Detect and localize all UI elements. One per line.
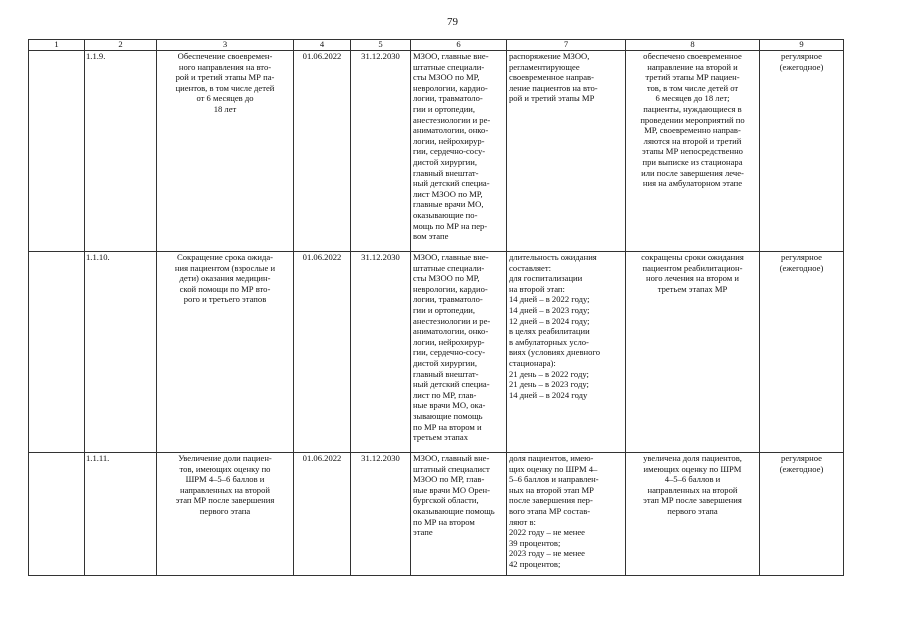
text-line: ный детский специа-	[413, 178, 490, 189]
text-line: регламентирующее	[509, 61, 580, 72]
text-line: 4–5–6 баллов и	[664, 474, 721, 485]
header-cell: 4	[294, 40, 351, 51]
text-line: ных на второй этап МР	[509, 484, 594, 495]
periodicity-cell	[760, 453, 844, 576]
responsible-cell	[411, 51, 507, 252]
text-line: аниматологии, онко-	[413, 125, 489, 136]
text-line: тов, в том числе детей от	[646, 82, 739, 93]
text-line: или после завершения лече-	[641, 167, 744, 178]
responsible-cell	[411, 252, 507, 453]
text-line: неврологии, кардио-	[413, 82, 488, 93]
text-line: щих оценку по ШРМ 4–	[509, 463, 598, 474]
text-line: ния пациентом (взрослые и	[174, 262, 276, 273]
text-line: длительность ожидания	[509, 252, 597, 262]
text-line: по МР на втором	[413, 516, 475, 527]
text-line: ного лечения на втором и	[646, 273, 739, 284]
text-line: этапы МР непосредственно	[642, 146, 743, 157]
table-row	[29, 252, 844, 453]
indicator-cell	[507, 51, 626, 252]
text-line: штатные специали-	[413, 61, 485, 72]
text-line: проведении мероприятий по	[640, 114, 745, 125]
text-line: зывающие помощь	[413, 410, 483, 421]
item-number: 1.1.10.	[85, 252, 157, 453]
periodicity-cell	[760, 252, 844, 453]
text-line: по МР на втором и	[413, 421, 482, 432]
text-line: регулярное	[781, 252, 822, 262]
text-line: первого этапа	[667, 505, 718, 516]
measure-cell	[157, 51, 294, 252]
text-line: дистой хирургии,	[413, 156, 478, 167]
text-line: МЗОО, главный вне-	[413, 453, 490, 463]
header-cell: 8	[626, 40, 760, 51]
text-line: главные врачи МО,	[413, 199, 484, 210]
text-line: бургской области,	[413, 495, 479, 506]
text-line: увеличена доля пациентов,	[643, 453, 742, 463]
text-line: после завершения пер-	[509, 495, 593, 506]
text-line: виях (условиях дневного	[509, 347, 601, 358]
empty-cell	[29, 453, 85, 576]
text-line: направленных на второй	[179, 484, 270, 495]
text-line: обеспечено своевременное	[643, 51, 742, 61]
text-line: регулярное	[781, 453, 822, 463]
text-line: МЗОО по МР, глав-	[413, 474, 485, 485]
text-line: неврологии, кардио-	[413, 283, 488, 294]
text-line: ШРМ 4–5–6 баллов и	[185, 474, 265, 485]
text-line: от 6 месяцев до	[196, 93, 254, 104]
text-line: гии, сердечно-сосу-	[413, 146, 486, 157]
text-line: анестезиологии и ре-	[413, 315, 491, 326]
text-line: 12 дней – в 2024 году;	[509, 315, 590, 326]
text-line: (ежегодное)	[779, 61, 824, 72]
text-line: ные врачи МО Орен-	[413, 484, 491, 495]
text-line: 6 месяцев до 18 лет;	[655, 93, 730, 104]
page-number: 79	[447, 16, 458, 28]
text-line: дистой хирургии,	[413, 357, 478, 368]
text-line: первого этапа	[199, 505, 251, 516]
text-line: для госпитализации	[509, 273, 583, 284]
text-line: направление на второй и	[647, 61, 738, 72]
text-line: логии, травматоло-	[413, 294, 483, 305]
header-cell: 6	[411, 40, 507, 51]
measure-cell	[157, 453, 294, 576]
text-line: Увеличение доли пациен-	[178, 453, 272, 463]
text-line: лист по МР, глав-	[413, 389, 477, 400]
text-line: ный детский специа-	[413, 379, 490, 390]
text-line: вого этапа МР состав-	[509, 505, 591, 516]
text-line: 5–6 баллов и направлен-	[509, 474, 599, 485]
text-line: МЗОО, главные вне-	[413, 51, 489, 61]
header-row	[29, 40, 844, 51]
text-line: оказывающие по-	[413, 209, 478, 220]
text-line: 18 лет	[213, 103, 237, 114]
text-line: рого и третьего этапов	[183, 294, 267, 305]
text-line: 21 день – в 2022 году;	[509, 368, 589, 379]
text-line: 14 дней – в 2023 году;	[509, 304, 590, 315]
text-line: сты МЗОО по МР,	[413, 273, 480, 284]
text-line: в целях реабилитации	[509, 326, 590, 337]
text-line: ные врачи МО, ока-	[413, 400, 486, 411]
text-line: анестезиологии и ре-	[413, 114, 491, 125]
text-line: главный внештат-	[413, 167, 479, 178]
text-line: тов, имеющих оценку по	[179, 463, 271, 474]
text-line: 2023 году – не менее	[509, 548, 586, 559]
result-cell	[626, 453, 760, 576]
periodicity-cell	[760, 51, 844, 252]
header-cell: 1	[29, 40, 85, 51]
text-line: лист МЗОО по МР,	[413, 188, 483, 199]
text-line: регулярное	[781, 51, 822, 61]
text-line: сокращены сроки ожидания	[641, 252, 744, 262]
text-line: рой и третий этапы МР па-	[175, 72, 275, 83]
header-cell: 5	[351, 40, 411, 51]
text-line: 39 процентов;	[509, 537, 561, 548]
text-line: логии, травматоло-	[413, 93, 483, 104]
text-line: аниматологии, онко-	[413, 326, 489, 337]
text-line: ляют в:	[509, 516, 536, 527]
table-row	[29, 51, 844, 252]
responsible-cell	[411, 453, 507, 576]
text-line: третьем этапах МР	[657, 283, 728, 294]
text-line: главный внештат-	[413, 368, 479, 379]
text-line: третий этапы МР пациен-	[645, 72, 740, 83]
text-line: направленных на второй	[647, 484, 738, 495]
text-line: гии, сердечно-сосу-	[413, 347, 486, 358]
text-line: на второй этап:	[509, 283, 565, 294]
measures-table	[28, 39, 844, 576]
header-cell: 2	[85, 40, 157, 51]
text-line: (ежегодное)	[779, 463, 824, 474]
header-cell: 7	[507, 40, 626, 51]
empty-cell	[29, 51, 85, 252]
text-line: сты МЗОО по МР,	[413, 72, 480, 83]
end-date: 31.12.2030	[351, 51, 411, 252]
indicator-cell	[507, 453, 626, 576]
text-line: оказывающие помощь	[413, 505, 495, 516]
end-date: 31.12.2030	[351, 252, 411, 453]
text-line: в амбулаторных усло-	[509, 336, 589, 347]
header-cell: 3	[157, 40, 294, 51]
text-line: пациенты, нуждающиеся в	[643, 103, 742, 114]
text-line: ской помощи по МР вто-	[179, 283, 271, 294]
header-cell: 9	[760, 40, 844, 51]
text-line: 42 процентов;	[509, 558, 561, 569]
text-line: вом этапе	[413, 231, 449, 242]
start-date: 01.06.2022	[294, 51, 351, 252]
text-line: стационара):	[509, 357, 556, 368]
text-line: имеющих оценку по ШРМ	[643, 463, 742, 474]
text-line: своевременное направ-	[509, 72, 594, 83]
text-line: Сокращение срока ожида-	[177, 252, 273, 262]
text-line: дети) оказания медицин-	[179, 273, 271, 284]
indicator-cell	[507, 252, 626, 453]
text-line: логии, нейрохирур-	[413, 135, 485, 146]
text-line: рой и третий этапы МР	[509, 93, 595, 104]
text-line: МР, своевременно направ-	[644, 125, 741, 136]
text-line: распоряжение МЗОО,	[509, 51, 590, 61]
text-line: Обеспечение своевремен-	[177, 51, 273, 61]
empty-cell	[29, 252, 85, 453]
text-line: этап МР после завершения	[175, 495, 275, 506]
text-line: ляются на второй и третий	[643, 135, 742, 146]
text-line: циентов, в том числе детей	[175, 82, 275, 93]
item-number: 1.1.11.	[85, 453, 157, 576]
result-cell	[626, 252, 760, 453]
text-line: МЗОО, главные вне-	[413, 252, 489, 262]
text-line: штатный специалист	[413, 463, 490, 474]
text-line: ного направления на вто-	[178, 61, 272, 72]
text-line: третьем этапах	[413, 432, 469, 443]
text-line: ния на амбулаторном этапе	[642, 178, 743, 189]
text-line: штатные специали-	[413, 262, 485, 273]
text-line: при выписке из стационара	[642, 156, 743, 167]
text-line: 14 дней – в 2024 году	[509, 389, 588, 400]
text-line: 14 дней – в 2022 году;	[509, 294, 590, 305]
text-line: составляет:	[509, 262, 551, 273]
text-line: гии и ортопедии,	[413, 304, 476, 315]
text-line: 2022 году – не менее	[509, 527, 586, 538]
text-line: ление пациентов на вто-	[509, 82, 598, 93]
text-line: гии и ортопедии,	[413, 103, 476, 114]
table-row	[29, 453, 844, 576]
start-date: 01.06.2022	[294, 252, 351, 453]
text-line: мощь по МР на пер-	[413, 220, 488, 231]
end-date: 31.12.2030	[351, 453, 411, 576]
text-line: логии, нейрохирур-	[413, 336, 485, 347]
result-cell	[626, 51, 760, 252]
text-line: 21 день – в 2023 году;	[509, 379, 589, 390]
start-date: 01.06.2022	[294, 453, 351, 576]
text-line: этапе	[413, 527, 433, 538]
measure-cell	[157, 252, 294, 453]
item-number: 1.1.9.	[85, 51, 157, 252]
text-line: доля пациентов, имею-	[509, 453, 594, 463]
text-line: (ежегодное)	[779, 262, 824, 273]
text-line: этап МР после завершения	[643, 495, 742, 506]
text-line: пациентом реабилитацион-	[642, 262, 743, 273]
